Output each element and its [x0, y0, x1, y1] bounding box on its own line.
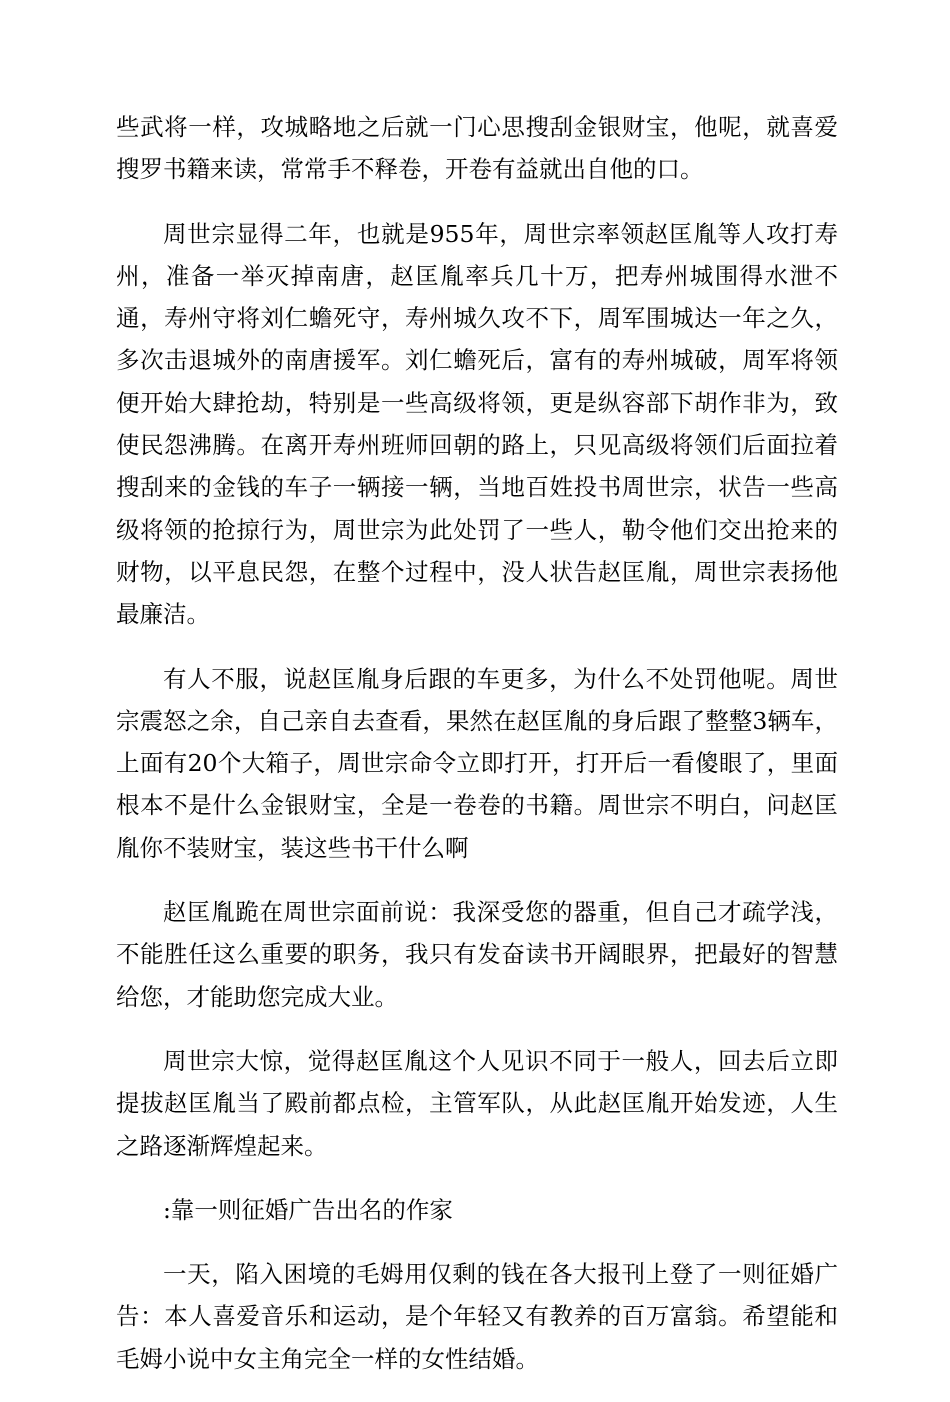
paragraph-zhao-reply: 赵匡胤跪在周世宗面前说：我深受您的器重，但自己才疏学浅，不能胜任这么重要的职务，我只有发奋读书开阔眼界，把最好的智慧给您，才能助您完成大业。	[116, 898, 838, 1011]
document-body	[116, 106, 838, 1402]
paragraph-maugham-ad: 一天，陷入困境的毛姆用仅剩的钱在各大报刊上登了一则征婚广告：本人喜爱音乐和运动，是个年轻又有教养的百万富翁。希望能和毛姆小说中女主角完全一样的女性结婚。	[116, 1260, 838, 1373]
paragraph-promotion: 周世宗大惊，觉得赵匡胤这个人见识不同于一般人，回去后立即提拔赵匡胤当了殿前都点检，主管军队，从此赵匡胤开始发迹，人生之路逐渐辉煌起来。	[116, 1046, 838, 1160]
section-heading: :靠一则征婚广告出名的作家	[163, 1195, 453, 1224]
paragraph-book-carts: 有人不服，说赵匡胤身后跟的车更多，为什么不处罚他呢。周世宗震怒之余，自己亲自去查看，果然在赵匡胤的身后跟了整整3辆车，上面有20个大箱子，周世宗命令立即打开，打开后一看傻眼了，里面根本不是什么金银财宝，全是一卷卷的书籍。周世宗不明白，问赵匡胤你不装财宝，装这些书干什么啊	[116, 664, 838, 862]
paragraph-continued-text: 些武将一样，攻城略地之后就一门心思搜刮金银财宝，他呢，就喜爱搜罗书籍来读，常常手不释卷，开卷有益就出自他的口。	[116, 113, 838, 184]
paragraph-shouzhou-campaign: 周世宗显得二年，也就是955年，周世宗率领赵匡胤等人攻打寿州，准备一举灭掉南唐，赵匡胤率兵几十万，把寿州城围得水泄不通，寿州守将刘仁蟾死守，寿州城久攻不下，周军围城达一年之久，多次击退城外的南唐援军。刘仁蟾死后，富有的寿州城破，周军将领便开始大肆抢劫，特别是一些高级将领，更是纵容部下胡作非为，致使民怨沸腾。在离开寿州班师回朝的路上，只见高级将领们后面拉着搜刮来的金钱的车子一辆接一辆，当地百姓投书周世宗，状告一些高级将领的抢掠行为，周世宗为此处罚了一些人，勒令他们交出抢来的财物，以平息民怨，在整个过程中，没人状告赵匡胤，周世宗表扬他最廉洁。	[116, 219, 838, 629]
